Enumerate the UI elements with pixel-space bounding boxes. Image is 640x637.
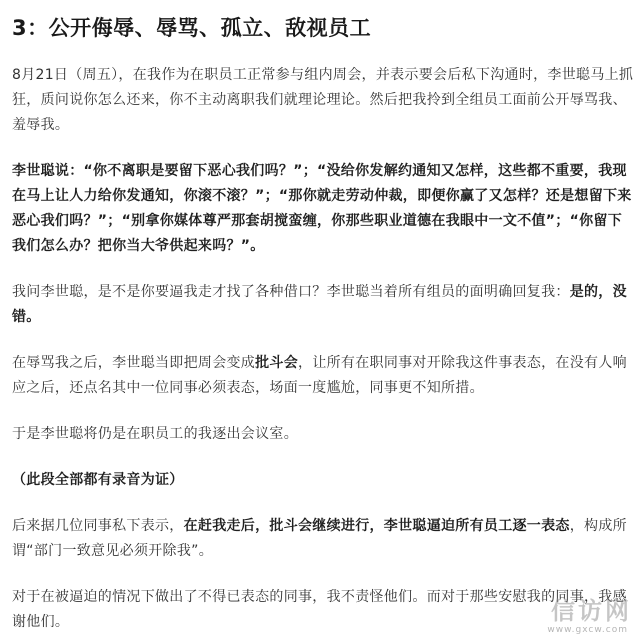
quotes-bold-text: 李世聪说：“你不离职是要留下恶心我们吗？”；“没给你发解约通知又怎样，这些都不重要，我现在马上让人力给你发通知，你滚不滚？”；“那你就走劳动仲裁，即便你赢了又怎样？还是想留下来恶心我们吗？”；“别拿你媒体尊严那套胡搅蛮缠，你那些职业道德在我眼中一文不值”；“你留下我们怎么办？把你当大爷供起来吗？”。 [12, 163, 632, 254]
watermark-logo-text: 信访网 [551, 596, 632, 625]
paragraph-evidence-note [12, 468, 634, 493]
paragraph-quotes [12, 159, 634, 259]
paragraph-struggle-session [12, 351, 634, 401]
article-body [12, 0, 634, 635]
watermark-url: www.gxcw.com [547, 625, 628, 635]
colleagues-text-a: 后来据几位同事私下表示， [12, 518, 184, 534]
struggle-text-b: ，让所有在职同事对开除我这件事表态，在没有人响应之后，还点名其中一位同事必须表态，场面一度尴尬，同事更不知所措。 [12, 355, 627, 396]
colleagues-bold-text: 在赶我走后，批斗会继续进行，李世聪逼迫所有员工逐一表态 [183, 518, 570, 534]
paragraph-colleagues [12, 514, 634, 564]
struggle-text-a: 在辱骂我之后，李世聪当即把周会变成 [12, 355, 256, 371]
paragraph-expelled: 于是李世聪将仍是在职员工的我逐出会议室。 [12, 426, 298, 442]
struggle-bold-text: 批斗会 [255, 355, 299, 371]
question-text: 我问李世聪，是不是你要逼我走才找了各种借口？李世聪当着所有组员的面明确回复我： [12, 284, 570, 300]
paragraph-thanks: 对于在被逼迫的情况下做出了不得已表态的同事，我不责怪他们。而对于那些安慰我的同事，我感谢他们。 [12, 589, 627, 630]
paragraph-incident: 8月21日（周五），在我作为在职员工正常参与组内周会，并表示要会后私下沟通时，李世聪马上抓狂，质问说你怎么还来，你不主动离职我们就理论理论。然后把我拎到全组员工面前公开辱骂我、羞辱我。 [12, 67, 634, 133]
evidence-bold-text: （此段全部都有录音为证） [12, 472, 184, 488]
colleagues-text-b: ，构成所谓“部门一致意见必须开除我”。 [12, 518, 627, 559]
paragraph-question [12, 280, 634, 330]
section-heading: 3：公开侮辱、辱骂、孤立、敌视员工 [12, 16, 372, 40]
answer-bold-text: 是的，没错。 [12, 284, 627, 325]
